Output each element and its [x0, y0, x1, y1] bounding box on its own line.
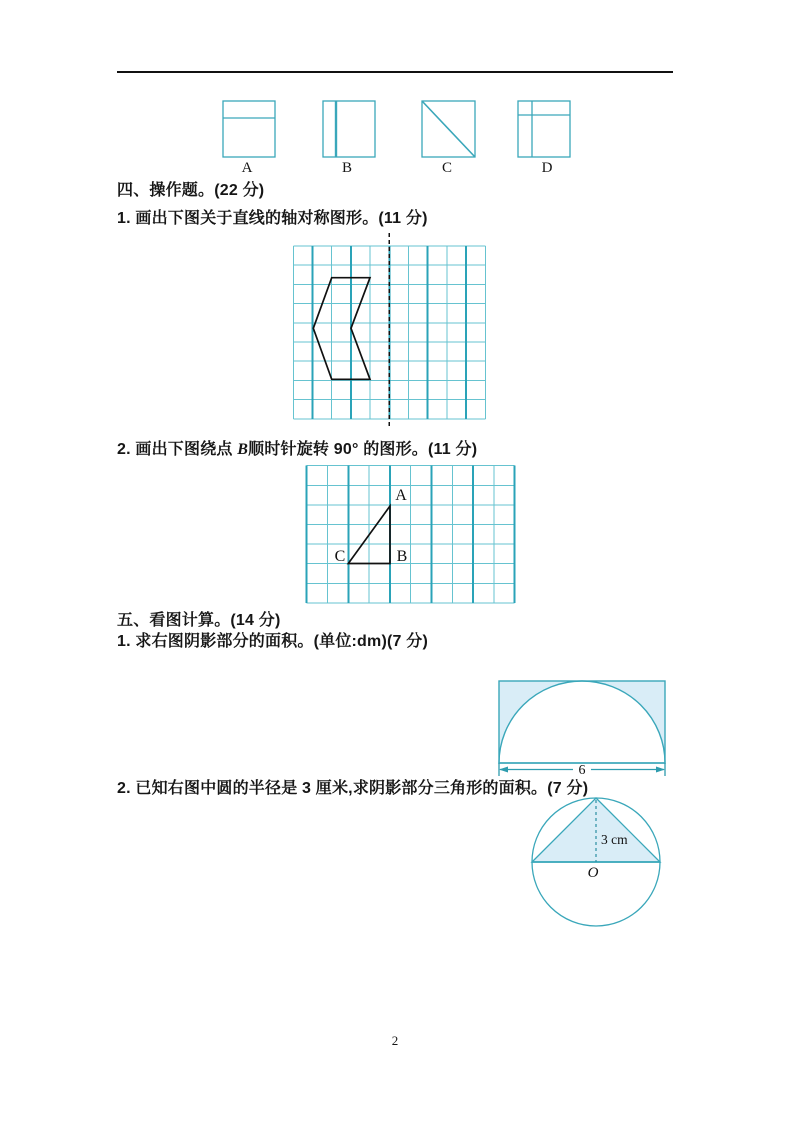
- symmetry-grid-figure: [280, 225, 500, 437]
- section5-question2: 2. 已知右图中圆的半径是 3 厘米,求阴影部分三角形的面积。(7 分): [117, 780, 589, 797]
- semicircle-figure: [490, 670, 690, 785]
- option-label-d: D: [541, 160, 553, 176]
- option-label-a: A: [241, 160, 253, 176]
- page-number: 2: [391, 1033, 399, 1048]
- q2-text-prefix: 2. 画出下图绕点: [117, 441, 238, 458]
- section4-heading: 四、操作题。(22 分): [117, 182, 265, 199]
- option-squares-figure: [205, 95, 595, 180]
- radius-label: 3 cm: [601, 832, 628, 847]
- q2-text-suffix: 顺时针旋转 90° 的图形。(11 分): [248, 441, 478, 458]
- option-square-d: [518, 101, 570, 157]
- option-label-b: B: [341, 160, 353, 176]
- option-square-c: [422, 101, 475, 157]
- section5-heading: 五、看图计算。(14 分): [117, 612, 281, 629]
- q2-point-b: B: [237, 441, 249, 458]
- grid2-lines: [307, 466, 515, 603]
- option-square-b: [323, 101, 375, 157]
- section5-question1: 1. 求右图阴影部分的面积。(单位:dm)(7 分): [117, 633, 428, 650]
- option-label-c: C: [441, 160, 453, 176]
- chevron-shape: [313, 278, 370, 380]
- vertex-label-c: C: [334, 548, 346, 565]
- circle-triangle-figure: [520, 785, 680, 935]
- center-label: O: [587, 865, 599, 881]
- arrowhead-right: [656, 767, 665, 773]
- rotation-grid-figure: [295, 455, 525, 615]
- vertex-label-b: B: [396, 548, 408, 565]
- section4-question1: 1. 画出下图关于直线的轴对称图形。(11 分): [117, 210, 428, 227]
- option-square-a: [223, 101, 275, 157]
- vertex-label-a: A: [395, 487, 407, 504]
- width-dimension-label: 6: [578, 763, 586, 778]
- arrowhead-left: [499, 767, 508, 773]
- page-top-rule: [117, 71, 673, 73]
